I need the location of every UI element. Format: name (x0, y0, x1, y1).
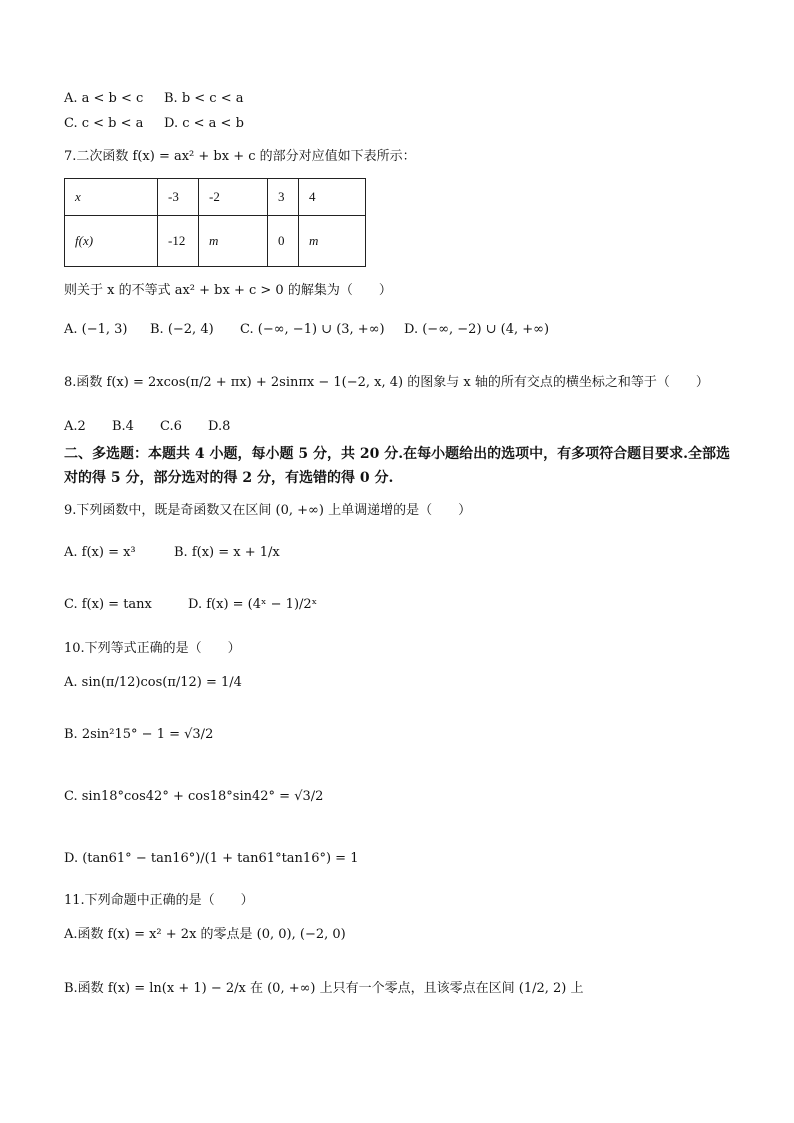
q8-option-a: A.2 (64, 419, 86, 434)
table-header-x: x (65, 179, 158, 216)
table-cell: 0 (268, 216, 299, 267)
table-cell: -12 (158, 216, 199, 267)
q9-option-d: D. f(x) = (4ˣ − 1)/2ˣ (188, 597, 318, 612)
q9-option-a: A. f(x) = x³ (64, 545, 136, 560)
table-header-fx: f(x) (65, 216, 158, 267)
q9-options-row-1 (64, 544, 280, 562)
q7-option-c: C. (−∞, −1) ∪ (3, +∞) (240, 322, 385, 337)
q11-stem: 11.下列命题中正确的是（ ） (64, 893, 254, 908)
q9-option-c: C. f(x) = tanx (64, 597, 152, 612)
q6-option-b: B. b < c < a (164, 91, 244, 106)
q7-option-b: B. (−2, 4) (150, 322, 214, 337)
q8-option-b: B.4 (112, 419, 134, 434)
q7-question: 则关于 x 的不等式 ax² + bx + c > 0 的解集为（ ） (64, 283, 392, 298)
q9-options-row-2 (64, 596, 317, 614)
q6-option-c: C. c < b < a (64, 116, 144, 131)
q7-option-a: A. (−1, 3) (64, 322, 128, 337)
q8-stem: 8.函数 f(x) = 2xcos(π/2 + πx) + 2sinπx − 1(−2, x, 4) 的图象与 x 轴的所有交点的横坐标之和等于（ ） (64, 375, 709, 390)
table-cell: -2 (199, 179, 268, 216)
q6-option-a: A. a < b < c (64, 91, 144, 106)
q10-option-a: A. sin(π/12)cos(π/12) = 1/4 (64, 675, 242, 690)
q9-stem: 9.下列函数中，既是奇函数又在区间 (0, +∞) 上单调递增的是（ ） (64, 503, 472, 518)
q7-option-d: D. (−∞, −2) ∪ (4, +∞) (404, 322, 550, 337)
table-cell: m (299, 216, 366, 267)
q7-value-table (64, 178, 366, 267)
q11-option-a: A.函数 f(x) = x² + 2x 的零点是 (0, 0), (−2, 0) (64, 927, 346, 942)
q6-option-d: D. c < a < b (164, 116, 244, 131)
q10-option-b: B. 2sin²15° − 1 = √3/2 (64, 727, 214, 742)
q8-options (64, 418, 230, 436)
q10-stem: 10.下列等式正确的是（ ） (64, 641, 241, 656)
q8-option-c: C.6 (160, 419, 182, 434)
table-cell: 3 (268, 179, 299, 216)
q9-option-b: B. f(x) = x + 1/x (174, 545, 280, 560)
table-cell: 4 (299, 179, 366, 216)
section-heading: 二、多选题：本题共 4 小题，每小题 5 分，共 20 分.在每小题给出的选项中，有多项符合题目要求.全部选对的得 5 分，部分选对的得 2 分，有选错的得 0 分. (64, 446, 730, 486)
q7-options (64, 321, 549, 339)
table-row (65, 216, 366, 267)
table-cell: m (199, 216, 268, 267)
q6-options-row-2 (64, 115, 244, 133)
q8-option-d: D.8 (208, 419, 231, 434)
q7-stem: 7.二次函数 f(x) = ax² + bx + c 的部分对应值如下表所示： (64, 149, 416, 164)
q6-options-row-1 (64, 90, 244, 108)
q11-option-b: B.函数 f(x) = ln(x + 1) − 2/x 在 (0, +∞) 上只有一个零点，且该零点在区间 (1/2, 2) 上 (64, 981, 584, 996)
q10-option-d: D. (tan61° − tan16°)/(1 + tan61°tan16°) = 1 (64, 851, 359, 866)
table-row (65, 179, 366, 216)
q10-option-c: C. sin18°cos42° + cos18°sin42° = √3/2 (64, 789, 324, 804)
table-cell: -3 (158, 179, 199, 216)
